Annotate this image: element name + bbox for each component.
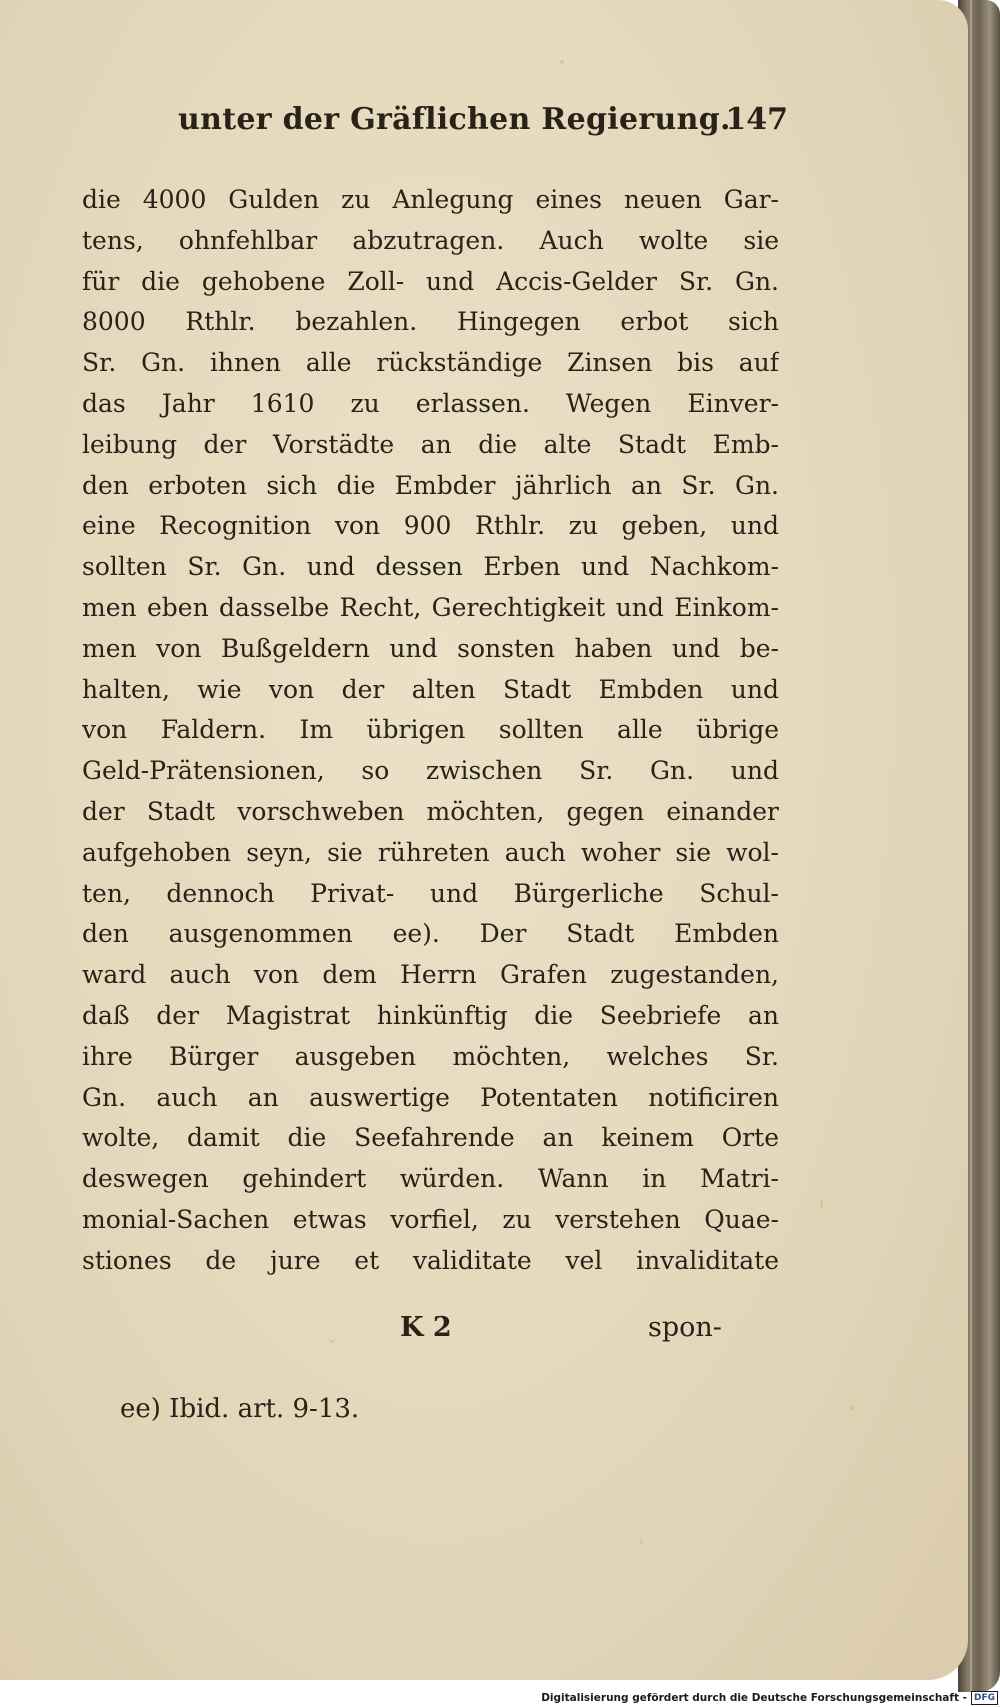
text-line: ward auch von dem Herrn Grafen zugestanden, [82, 960, 779, 990]
text-line: das Jahr 1610 zu erlassen. Wegen Einver- [82, 388, 779, 418]
credit-text: Digitalisierung gefördert durch die Deutsche Forschungsgemeinschaft - [541, 1691, 967, 1704]
text-line: aufgehoben seyn, sie rühreten auch woher sie wol- [82, 837, 779, 867]
text-line: Gn. auch an auswertige Potentaten notificiren [82, 1082, 779, 1112]
text-line: leibung der Vorstädte an die alte Stadt Emb- [82, 429, 779, 459]
text-line: halten, wie von der alten Stadt Embden und [82, 674, 779, 704]
text-line: Sr. Gn. ihnen alle rückständige Zinsen bis auf [82, 348, 779, 378]
text-line: 8000 Rthlr. bezahlen. Hingegen erbot sich [82, 307, 779, 337]
catchword-row [82, 1312, 779, 1356]
text-line: ihre Bürger ausgeben möchten, welches Sr. [82, 1041, 779, 1071]
text-line: stiones de jure et validitate vel invaliditate [82, 1245, 779, 1275]
page-number: 147 [725, 102, 788, 137]
paper-spot [820, 1200, 823, 1209]
text-line: von Faldern. Im übrigen sollten alle übrige [82, 715, 779, 745]
text-line: ten, dennoch Privat- und Bürgerliche Schul- [82, 878, 779, 908]
text-line: men von Bußgeldern und sonsten haben und be- [82, 633, 779, 663]
dfg-logo-icon: DFG [971, 1691, 998, 1705]
text-line: monial-Sachen etwas vorfiel, zu verstehen Quae- [82, 1204, 779, 1234]
text-line: die 4000 Gulden zu Anlegung eines neuen Gar- [82, 185, 779, 214]
text-line: der Stadt vorschweben möchten, gegen einander [82, 796, 779, 826]
text-line: für die gehobene Zoll- und Accis-Gelder Sr. Gn. [82, 266, 779, 296]
paper-spot [560, 60, 564, 64]
text-line: Geld-Prätensionen, so zwischen Sr. Gn. und [82, 756, 779, 786]
footnote: ee) Ibid. art. 9-13. [120, 1394, 360, 1424]
text-line: den erboten sich die Embder jährlich an Sr. Gn. [82, 470, 779, 500]
text-line: tens, ohnfehlbar abzutragen. Auch wolte sie [82, 225, 779, 255]
running-title: unter der Gräflichen Regierung. [178, 102, 731, 137]
running-head [178, 98, 788, 148]
paper-spot [640, 1540, 643, 1544]
paper-spot [850, 1405, 854, 1410]
text-line: wolte, damit die Seefahrende an keinem Orte [82, 1123, 779, 1153]
text-line: daß der Magistrat hinkünftig die Seebriefe an [82, 1000, 779, 1030]
digitization-credit [541, 1688, 998, 1707]
body-text [82, 180, 779, 1282]
signature-mark: K 2 [400, 1312, 452, 1343]
text-line: deswegen gehindert würden. Wann in Matri- [82, 1164, 779, 1194]
catchword: spon- [648, 1312, 722, 1343]
text-line: eine Recognition von 900 Rthlr. zu geben, und [82, 511, 779, 541]
text-line: den ausgenommen ee). Der Stadt Embden [82, 919, 779, 949]
text-line: sollten Sr. Gn. und dessen Erben und Nachkom- [82, 552, 779, 582]
text-line: men eben dasselbe Recht, Gerechtigkeit und Einkom- [82, 592, 779, 622]
